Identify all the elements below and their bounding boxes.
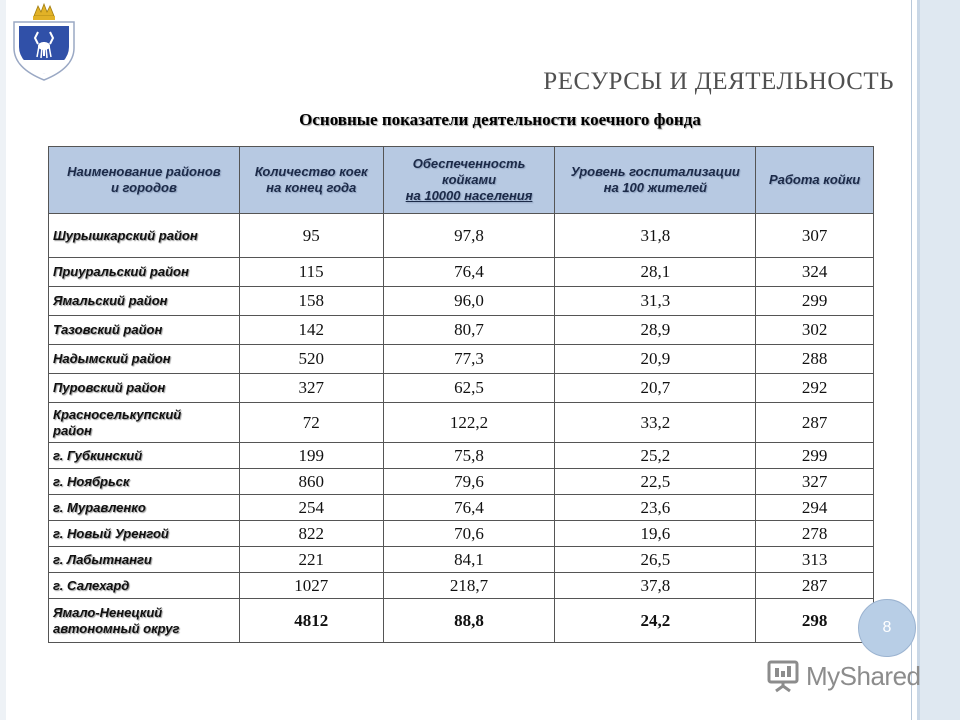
hospitalization-cell: 19,6 bbox=[555, 521, 756, 547]
beds-cell: 254 bbox=[239, 495, 383, 521]
hospitalization-cell: 31,3 bbox=[555, 287, 756, 316]
slide-title: РЕСУРСЫ И ДЕЯТЕЛЬНОСТЬ bbox=[543, 68, 894, 95]
column-header-line: койками bbox=[442, 172, 497, 187]
bed-work-cell: 302 bbox=[756, 316, 874, 345]
supply-cell: 76,4 bbox=[383, 258, 555, 287]
table-row bbox=[49, 258, 874, 287]
hospitalization-cell: 33,2 bbox=[555, 403, 756, 443]
district-name-line: г. Салехард bbox=[53, 577, 130, 593]
district-name-line: район bbox=[53, 422, 92, 438]
district-name-line: г. Лабытнанги bbox=[53, 551, 152, 567]
beds-cell: 1027 bbox=[239, 573, 383, 599]
hospitalization-cell: 31,8 bbox=[555, 214, 756, 258]
beds-cell: 860 bbox=[239, 469, 383, 495]
bed-work-cell: 298 bbox=[756, 599, 874, 643]
hospitalization-cell: 22,5 bbox=[555, 469, 756, 495]
column-header-line: на 100 жителей bbox=[603, 180, 707, 195]
supply-cell: 96,0 bbox=[383, 287, 555, 316]
district-name-cell bbox=[49, 495, 240, 521]
district-name-line: г. Новый Уренгой bbox=[53, 525, 169, 541]
supply-cell: 80,7 bbox=[383, 316, 555, 345]
hospitalization-cell: 20,9 bbox=[555, 345, 756, 374]
column-header-line: Работа койки bbox=[768, 172, 861, 187]
supply-cell: 218,7 bbox=[383, 573, 555, 599]
table-row bbox=[49, 316, 874, 345]
district-name-cell bbox=[49, 258, 240, 287]
column-header bbox=[756, 147, 874, 214]
district-name-line: Красноселькупский bbox=[53, 406, 182, 422]
column-header bbox=[49, 147, 240, 214]
supply-cell: 62,5 bbox=[383, 374, 555, 403]
column-header bbox=[383, 147, 555, 214]
table-body bbox=[49, 214, 874, 643]
hospitalization-cell: 20,7 bbox=[555, 374, 756, 403]
district-name-cell bbox=[49, 214, 240, 258]
header-row bbox=[49, 147, 874, 214]
bed-work-cell: 292 bbox=[756, 374, 874, 403]
coat-of-arms-logo bbox=[8, 2, 80, 84]
district-name-line: Ямальский район bbox=[53, 293, 168, 308]
hospitalization-cell: 23,6 bbox=[555, 495, 756, 521]
table-row bbox=[49, 345, 874, 374]
district-name-cell bbox=[49, 316, 240, 345]
bed-work-cell: 324 bbox=[756, 258, 874, 287]
hospital-beds-table bbox=[48, 146, 874, 643]
beds-cell: 115 bbox=[239, 258, 383, 287]
beds-cell: 158 bbox=[239, 287, 383, 316]
district-name-cell bbox=[49, 469, 240, 495]
bed-work-cell: 327 bbox=[756, 469, 874, 495]
district-name-line: автономный округ bbox=[53, 620, 180, 636]
column-header bbox=[239, 147, 383, 214]
bed-work-cell: 307 bbox=[756, 214, 874, 258]
column-header-line: и городов bbox=[110, 180, 177, 195]
watermark-text: MyShared bbox=[806, 660, 921, 691]
beds-cell: 142 bbox=[239, 316, 383, 345]
column-header-line: Обеспеченность bbox=[412, 156, 526, 171]
district-name-line: Пуровский район bbox=[53, 380, 166, 395]
table-total-row bbox=[49, 599, 874, 643]
presentation-board-icon bbox=[766, 659, 800, 693]
district-name-line: Ямало-Ненецкий bbox=[53, 604, 163, 620]
table-row bbox=[49, 214, 874, 258]
district-name-cell bbox=[49, 374, 240, 403]
district-name-line: г. Губкинский bbox=[53, 447, 143, 463]
district-name-line: Шурышкарский район bbox=[53, 227, 198, 243]
table-header bbox=[49, 147, 874, 214]
watermark bbox=[766, 656, 921, 696]
table-row bbox=[49, 287, 874, 316]
table-row bbox=[49, 443, 874, 469]
beds-cell: 822 bbox=[239, 521, 383, 547]
beds-cell: 520 bbox=[239, 345, 383, 374]
district-name-cell bbox=[49, 403, 240, 443]
hospitalization-cell: 24,2 bbox=[555, 599, 756, 643]
supply-cell: 122,2 bbox=[383, 403, 555, 443]
district-name-cell bbox=[49, 599, 240, 643]
column-header bbox=[555, 147, 756, 214]
district-name-line: Надымский район bbox=[53, 351, 171, 366]
table-row bbox=[49, 573, 874, 599]
beds-cell: 221 bbox=[239, 547, 383, 573]
page-number-badge: 8 bbox=[858, 599, 916, 657]
supply-cell: 84,1 bbox=[383, 547, 555, 573]
supply-cell: 77,3 bbox=[383, 345, 555, 374]
bed-work-cell: 287 bbox=[756, 573, 874, 599]
bed-work-cell: 294 bbox=[756, 495, 874, 521]
beds-cell: 95 bbox=[239, 214, 383, 258]
column-header-line: на конец года bbox=[266, 180, 357, 195]
district-name-cell bbox=[49, 573, 240, 599]
hospitalization-cell: 28,9 bbox=[555, 316, 756, 345]
table-row bbox=[49, 547, 874, 573]
district-name-cell bbox=[49, 345, 240, 374]
table-row bbox=[49, 469, 874, 495]
district-name-cell bbox=[49, 287, 240, 316]
table-row bbox=[49, 403, 874, 443]
column-header-line: Количество коек bbox=[254, 164, 368, 179]
supply-cell: 76,4 bbox=[383, 495, 555, 521]
district-name-line: г. Муравленко bbox=[53, 499, 146, 515]
beds-cell: 72 bbox=[239, 403, 383, 443]
district-name-cell bbox=[49, 443, 240, 469]
bed-work-cell: 288 bbox=[756, 345, 874, 374]
bed-work-cell: 278 bbox=[756, 521, 874, 547]
supply-cell: 79,6 bbox=[383, 469, 555, 495]
hospitalization-cell: 26,5 bbox=[555, 547, 756, 573]
beds-cell: 4812 bbox=[239, 599, 383, 643]
column-header-line: Наименование районов bbox=[67, 164, 221, 179]
supply-cell: 70,6 bbox=[383, 521, 555, 547]
beds-cell: 199 bbox=[239, 443, 383, 469]
bed-work-cell: 287 bbox=[756, 403, 874, 443]
bed-work-cell: 299 bbox=[756, 287, 874, 316]
right-decor-band bbox=[920, 0, 960, 720]
hospitalization-cell: 37,8 bbox=[555, 573, 756, 599]
supply-cell: 88,8 bbox=[383, 599, 555, 643]
table-row bbox=[49, 495, 874, 521]
district-name-cell bbox=[49, 521, 240, 547]
supply-cell: 97,8 bbox=[383, 214, 555, 258]
table-row bbox=[49, 374, 874, 403]
column-header-line: Уровень госпитализации bbox=[570, 164, 740, 179]
table-row bbox=[49, 521, 874, 547]
bed-work-cell: 299 bbox=[756, 443, 874, 469]
hospitalization-cell: 25,2 bbox=[555, 443, 756, 469]
beds-cell: 327 bbox=[239, 374, 383, 403]
supply-cell: 75,8 bbox=[383, 443, 555, 469]
bed-work-cell: 313 bbox=[756, 547, 874, 573]
district-name-cell bbox=[49, 547, 240, 573]
column-header-line: на 10000 населения bbox=[405, 188, 533, 203]
table-subtitle: Основные показатели деятельности коечного фонда bbox=[299, 110, 701, 129]
district-name-line: Приуральский район bbox=[53, 264, 189, 279]
district-name-line: г. Ноябрьск bbox=[53, 473, 130, 489]
district-name-line: Тазовский район bbox=[53, 322, 163, 337]
left-edge-band bbox=[0, 0, 6, 720]
hospitalization-cell: 28,1 bbox=[555, 258, 756, 287]
